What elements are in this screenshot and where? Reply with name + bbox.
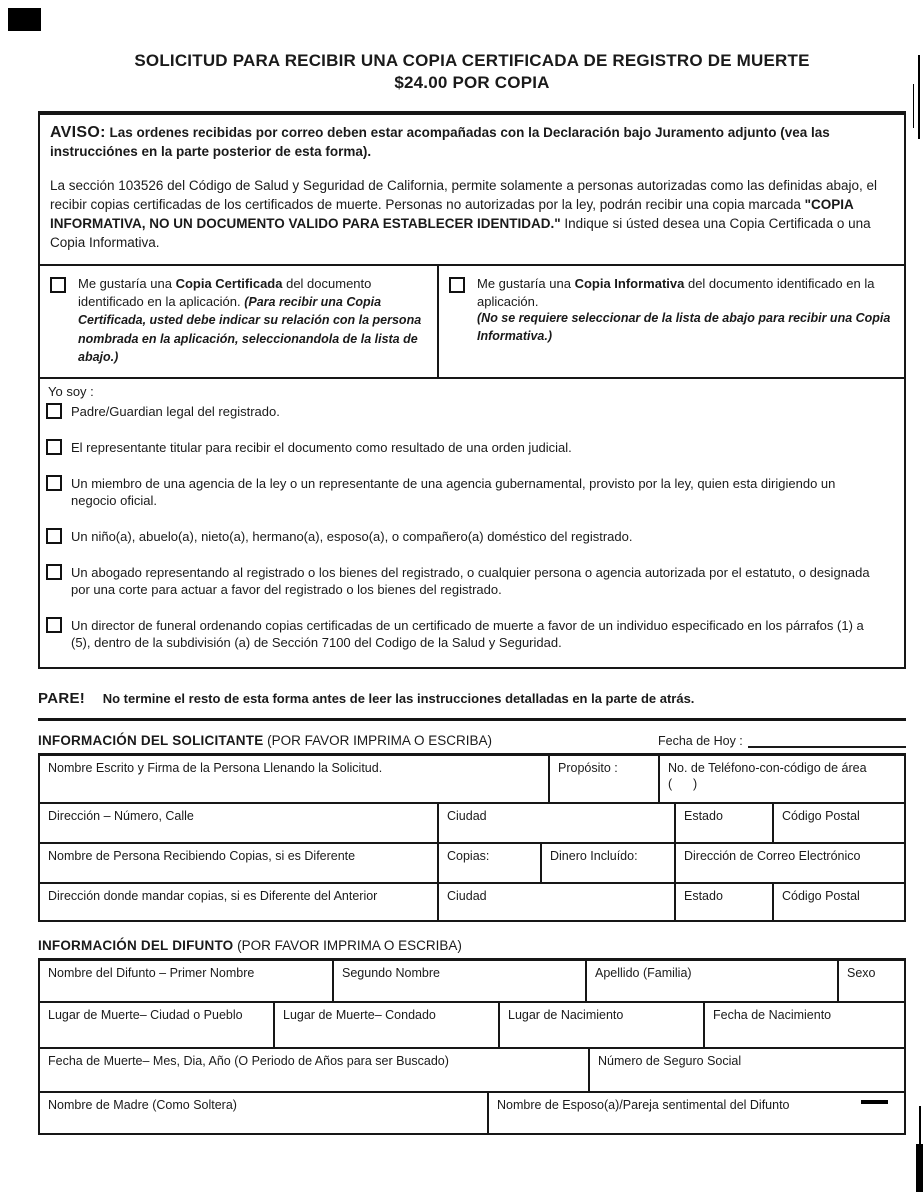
field-sexo[interactable] bbox=[837, 961, 904, 1001]
notice-and-selection-box bbox=[38, 111, 906, 669]
field-label: Código Postal bbox=[782, 808, 860, 823]
field-estado[interactable] bbox=[674, 804, 772, 842]
field-label: Lugar de Muerte– Ciudad o Pueblo bbox=[48, 1007, 243, 1022]
field-label: Nombre de Persona Recibiendo Copias, si es Diferente bbox=[48, 848, 356, 863]
relationship-item-attorney bbox=[46, 564, 894, 598]
form-title-line1: SOLICITUD PARA RECIBIR UNA COPIA CERTIFICADA DE REGISTRO DE MUERTE bbox=[134, 51, 810, 70]
field-label: Apellido (Familia) bbox=[595, 965, 692, 980]
field-correo-electronico[interactable] bbox=[674, 844, 904, 882]
certificada-note: (Para recibir una Copia Certificada, usted debe indicar su relación con la persona nombrada en la aplicación, seleccionandola de la lista de abajo.) bbox=[78, 294, 422, 364]
aviso-intro-text: Las ordenes recibidas por correo deben estar acompañadas con la Declaración bajo Juramento adjunto (vea las instrucciónes en la parte posterior de esta forma). bbox=[50, 125, 830, 159]
fecha-de-hoy bbox=[658, 734, 906, 748]
field-codigo-postal[interactable] bbox=[772, 804, 904, 842]
pare-label: PARE! bbox=[38, 689, 86, 707]
form-title bbox=[38, 50, 906, 94]
field-nombre-esposo[interactable] bbox=[487, 1093, 904, 1133]
field-fecha-muerte[interactable] bbox=[40, 1049, 588, 1091]
field-label: Dirección de Correo Electrónico bbox=[684, 848, 861, 863]
field-fecha-nacimiento[interactable] bbox=[703, 1003, 904, 1047]
field-estado-2[interactable] bbox=[674, 884, 772, 920]
scan-artifact-bottom-dash bbox=[861, 1100, 888, 1104]
scan-artifact-right-top-line-2 bbox=[913, 84, 914, 128]
aviso-section bbox=[40, 115, 904, 264]
difunto-heading-row bbox=[38, 938, 906, 953]
checkbox-family-member[interactable] bbox=[46, 528, 62, 544]
field-codigo-postal-2[interactable] bbox=[772, 884, 904, 920]
field-label-parens: ( ) bbox=[668, 776, 698, 791]
field-label: Dirección – Número, Calle bbox=[48, 808, 194, 823]
relationship-item-label: Un niño(a), abuelo(a), nieto(a), hermano(a), esposo(a), o compañero(a) doméstico del registrado. bbox=[71, 528, 633, 544]
field-ciudad-2[interactable] bbox=[437, 884, 674, 920]
field-segundo-nombre[interactable] bbox=[332, 961, 585, 1001]
copia-informativa-text bbox=[477, 275, 896, 345]
difunto-table bbox=[38, 958, 906, 1135]
field-seguro-social[interactable] bbox=[588, 1049, 904, 1091]
option-copia-informativa bbox=[439, 266, 904, 377]
field-label: Dirección donde mandar copias, si es Diferente del Anterior bbox=[48, 888, 378, 903]
checkbox-funeral-director[interactable] bbox=[46, 617, 62, 633]
field-label: Estado bbox=[684, 808, 723, 823]
field-primer-nombre[interactable] bbox=[40, 961, 332, 1001]
table-row bbox=[40, 756, 904, 802]
fecha-de-hoy-blank[interactable] bbox=[748, 734, 906, 748]
scan-artifact-top-left-block bbox=[8, 8, 41, 31]
law-text-bold: "COPIA INFORMATIVA, NO UN DOCUMENTO VALIDO PARA ESTABLECER IDENTIDAD." bbox=[50, 197, 854, 231]
field-label: Lugar de Nacimiento bbox=[508, 1007, 624, 1022]
table-row bbox=[40, 882, 904, 920]
checkbox-parent-guardian[interactable] bbox=[46, 403, 62, 419]
field-label: Código Postal bbox=[782, 888, 860, 903]
certificada-post: del documento identificado en la aplicación. bbox=[78, 276, 372, 309]
field-label: Nombre de Madre (Como Soltera) bbox=[48, 1097, 237, 1112]
copia-certificada-text bbox=[78, 275, 429, 367]
table-row bbox=[40, 802, 904, 842]
field-lugar-muerte-condado[interactable] bbox=[273, 1003, 498, 1047]
table-row bbox=[40, 842, 904, 882]
relationship-item-law-agency bbox=[46, 475, 894, 509]
field-label: Segundo Nombre bbox=[342, 965, 440, 980]
certificada-pre: Me gustaría una bbox=[78, 276, 176, 291]
field-label: Propósito : bbox=[558, 760, 618, 775]
informativa-pre: Me gustaría una bbox=[477, 276, 575, 291]
table-row bbox=[40, 1001, 904, 1047]
checkbox-copia-certificada[interactable] bbox=[50, 277, 66, 293]
scan-artifact-right-bottom-bar bbox=[916, 1144, 923, 1192]
field-lugar-nacimiento[interactable] bbox=[498, 1003, 703, 1047]
field-telefono[interactable] bbox=[658, 756, 904, 802]
solicitante-heading bbox=[38, 733, 492, 748]
table-row bbox=[40, 1047, 904, 1091]
field-nombre-recibiendo[interactable] bbox=[40, 844, 437, 882]
checkbox-law-agency[interactable] bbox=[46, 475, 62, 491]
field-label: Fecha de Nacimiento bbox=[713, 1007, 832, 1022]
relationship-item-label: El representante titular para recibir el documento como resultado de una orden judicial. bbox=[71, 439, 572, 455]
field-direccion-mandar[interactable] bbox=[40, 884, 437, 920]
field-apellido[interactable] bbox=[585, 961, 837, 1001]
aviso-paragraph bbox=[50, 123, 892, 161]
difunto-heading bbox=[38, 938, 462, 953]
table-row bbox=[40, 1091, 904, 1133]
relationship-item-label: Un miembro de una agencia de la ley o un representante de una agencia gubernamental, provisto por la ley, quien esta dirigiendo un negocio oficial. bbox=[71, 475, 836, 508]
relationship-item-parent bbox=[46, 403, 894, 420]
scan-artifact-right-bottom-line bbox=[919, 1106, 921, 1144]
field-label: Número de Seguro Social bbox=[598, 1053, 742, 1068]
difunto-heading-note: (POR FAVOR IMPRIMA O ESCRIBA) bbox=[237, 937, 462, 953]
solicitante-heading-bold: INFORMACIÓN DEL SOLICITANTE bbox=[38, 732, 264, 748]
relationship-item-court-order bbox=[46, 439, 894, 456]
fecha-de-hoy-label: Fecha de Hoy : bbox=[658, 733, 743, 748]
field-label: Nombre Escrito y Firma de la Persona Llenando la Solicitud. bbox=[48, 760, 383, 775]
section-divider bbox=[38, 718, 906, 721]
solicitante-heading-note: (POR FAVOR IMPRIMA O ESCRIBA) bbox=[267, 732, 492, 748]
field-lugar-muerte-ciudad[interactable] bbox=[40, 1003, 273, 1047]
copy-type-options-row bbox=[40, 264, 904, 377]
field-direccion[interactable] bbox=[40, 804, 437, 842]
field-copias[interactable] bbox=[437, 844, 540, 882]
certificada-bold: Copia Certificada bbox=[175, 276, 283, 291]
relationship-item-label: Un director de funeral ordenando copias certificadas de un certificado de muerte a favor de un individuo especificado en los párrafos (1) a (5), dentro de la subdivisión (a) de Sección 7100 del Codigo de la Salud y Seguridad. bbox=[71, 617, 864, 650]
solicitante-heading-row bbox=[38, 733, 906, 748]
field-label: Estado bbox=[684, 888, 723, 903]
law-text-part2: Indique si ústed desea una Copia Certificada o una Copia Informativa. bbox=[50, 216, 871, 250]
field-label: Fecha de Muerte– Mes, Dia, Año (O Periodo de Años para ser Buscado) bbox=[48, 1053, 449, 1068]
pare-warning bbox=[38, 690, 906, 707]
field-nombre-madre[interactable] bbox=[40, 1093, 487, 1133]
field-label: Nombre de Esposo(a)/Pareja sentimental del Difunto bbox=[497, 1097, 790, 1112]
table-row bbox=[40, 961, 904, 1001]
scan-artifact-right-top-line bbox=[918, 55, 920, 139]
field-label: Copias: bbox=[447, 848, 490, 863]
field-label: Dinero Incluído: bbox=[550, 848, 638, 863]
option-copia-certificada bbox=[40, 266, 439, 377]
solicitante-table bbox=[38, 753, 906, 922]
relationship-section bbox=[40, 377, 904, 667]
field-nombre-firma[interactable] bbox=[40, 756, 548, 802]
form-title-fee: $24.00 POR COPIA bbox=[394, 73, 550, 92]
difunto-heading-bold: INFORMACIÓN DEL DIFUNTO bbox=[38, 937, 234, 953]
checkbox-court-order[interactable] bbox=[46, 439, 62, 455]
field-label: Lugar de Muerte– Condado bbox=[283, 1007, 436, 1022]
checkbox-attorney[interactable] bbox=[46, 564, 62, 580]
pare-text: No termine el resto de esta forma antes de leer las instrucciones detalladas en la parte de atrás. bbox=[102, 690, 695, 706]
field-ciudad[interactable] bbox=[437, 804, 674, 842]
relationship-item-label: Un abogado representando al registrado o los bienes del registrado, o cualquier persona o agencia autorizada por el estatuto, o designada por una corte para actuar a favor del registrado o los bienes del registrado. bbox=[71, 564, 870, 597]
checkbox-copia-informativa[interactable] bbox=[449, 277, 465, 293]
law-text-part1: La sección 103526 del Código de Salud y Seguridad de California, permite solamente a personas autorizadas como las definidas abajo, el recibir copias certificadas de los certificados de muerte. Personas no autorizadas por la ley, podrán recibir una copia marcada bbox=[50, 178, 878, 212]
informativa-bold: Copia Informativa bbox=[574, 276, 685, 291]
relationship-item-label: Padre/Guardian legal del registrado. bbox=[71, 403, 280, 419]
field-label: Ciudad bbox=[447, 808, 487, 823]
field-proposito[interactable] bbox=[548, 756, 658, 802]
law-paragraph bbox=[50, 176, 892, 252]
field-dinero-incluido[interactable] bbox=[540, 844, 674, 882]
informativa-note: (No se requiere seleccionar de la lista de abajo para recibir una Copia Informativa.) bbox=[477, 311, 891, 343]
informativa-post: del documento identificado en la aplicación. bbox=[477, 276, 875, 309]
relationship-item-family bbox=[46, 528, 894, 545]
relationship-item-funeral-director bbox=[46, 617, 894, 651]
field-label: Ciudad bbox=[447, 888, 487, 903]
field-label: Nombre del Difunto – Primer Nombre bbox=[48, 965, 255, 980]
yo-soy-label: Yo soy : bbox=[48, 383, 94, 399]
field-label: Sexo bbox=[847, 965, 876, 980]
field-label: No. de Teléfono-con-código de área bbox=[668, 760, 867, 775]
aviso-label: AVISO: bbox=[50, 124, 106, 141]
